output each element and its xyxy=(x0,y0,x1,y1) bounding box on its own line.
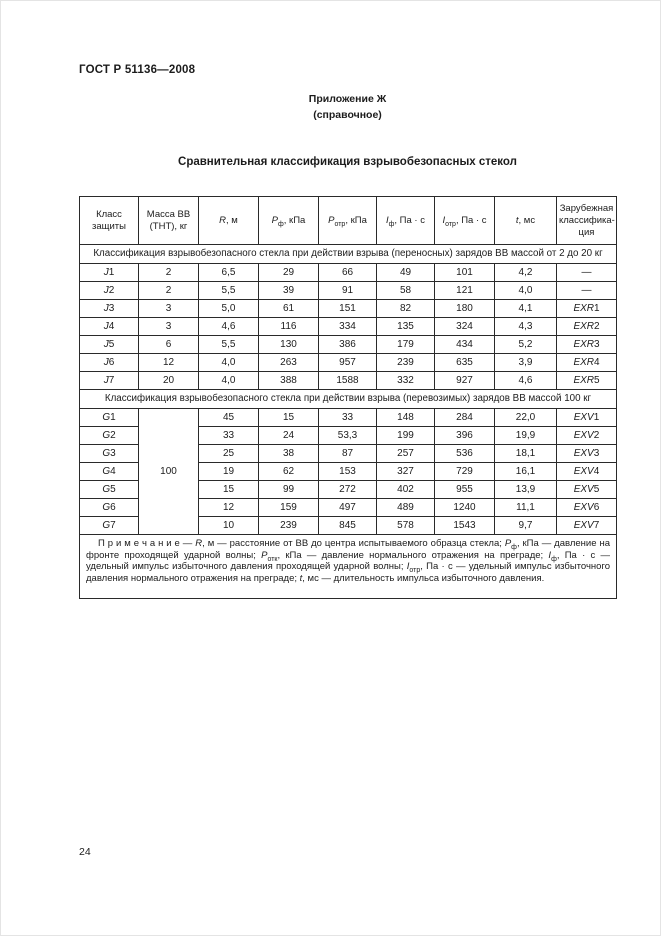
table-cell: 33 xyxy=(199,427,259,445)
table-row xyxy=(80,336,617,354)
table-cell: 179 xyxy=(377,336,435,354)
table-cell: 1588 xyxy=(319,372,377,390)
table-cell: 3 xyxy=(139,318,199,336)
table-cell: J3 xyxy=(80,300,139,318)
table-cell: G7 xyxy=(80,517,139,535)
table-cell: 180 xyxy=(435,300,495,318)
table-cell: 153 xyxy=(319,463,377,481)
table-cell: 3,9 xyxy=(495,354,557,372)
table-cell: 4,0 xyxy=(495,282,557,300)
table-cell: 4,3 xyxy=(495,318,557,336)
table-cell: 388 xyxy=(259,372,319,390)
table-title: Сравнительная классификация взрывобезопасных стекол xyxy=(178,156,517,168)
table-cell: 578 xyxy=(377,517,435,535)
table-cell: 16,1 xyxy=(495,463,557,481)
table-cell: 957 xyxy=(319,354,377,372)
table-head xyxy=(80,197,617,245)
table-row xyxy=(80,282,617,300)
table-cell: 25 xyxy=(199,445,259,463)
table-cell: 5,5 xyxy=(199,282,259,300)
table-cell: 396 xyxy=(435,427,495,445)
table-cell: 729 xyxy=(435,463,495,481)
table-cell: J2 xyxy=(80,282,139,300)
table-cell: 332 xyxy=(377,372,435,390)
table-cell: 19 xyxy=(199,463,259,481)
table-cell: 327 xyxy=(377,463,435,481)
table-cell: 4,0 xyxy=(199,372,259,390)
table-note: П р и м е ч а н и е — R, м — расстояние от ВВ до центра испытываемого образца стекла; $P_ф$, кПа — давление на фронте проходящей ударной волны; $P_{отк}$, кПа — давление нормального отражения на преграде; $I_ф$, Па · с — удельный импульс избыточного давления проходящей ударной волны; $I_{отр}$, Па · с — удельный импульс избыточного давления нормального отражения на преграде; t, мс — длительность импульса избыточного давления. xyxy=(80,535,617,599)
table-cell: 5,0 xyxy=(199,300,259,318)
table-cell: 4,6 xyxy=(199,318,259,336)
table-cell: 116 xyxy=(259,318,319,336)
table-cell: EXV1 xyxy=(557,409,617,427)
column-header: R, м xyxy=(199,197,259,245)
table-cell: EXV6 xyxy=(557,499,617,517)
merged-mass-cell: 100 xyxy=(139,409,199,535)
table-cell: 45 xyxy=(199,409,259,427)
table-cell: 1543 xyxy=(435,517,495,535)
table-cell: 6,5 xyxy=(199,264,259,282)
table-cell: 635 xyxy=(435,354,495,372)
table-cell: G1 xyxy=(80,409,139,427)
table-cell: 91 xyxy=(319,282,377,300)
table-body xyxy=(80,245,617,599)
column-header: $I_{отр}$, Па · с xyxy=(435,197,495,245)
table-cell: J1 xyxy=(80,264,139,282)
table-row xyxy=(80,354,617,372)
table-cell: 334 xyxy=(319,318,377,336)
table-header-row xyxy=(80,197,617,245)
table-cell: 159 xyxy=(259,499,319,517)
column-header: Класс защиты xyxy=(80,197,139,245)
table-cell: 66 xyxy=(319,264,377,282)
appendix-type: (справочное) xyxy=(313,109,382,121)
table-cell: 257 xyxy=(377,445,435,463)
table-cell: G2 xyxy=(80,427,139,445)
table-cell: 101 xyxy=(435,264,495,282)
table-cell: 38 xyxy=(259,445,319,463)
table-row xyxy=(80,409,617,427)
table-cell: 497 xyxy=(319,499,377,517)
table-cell: 3 xyxy=(139,300,199,318)
table-cell: EXR1 xyxy=(557,300,617,318)
table-cell: J7 xyxy=(80,372,139,390)
table-cell: 272 xyxy=(319,481,377,499)
table-cell: G5 xyxy=(80,481,139,499)
table-cell: 434 xyxy=(435,336,495,354)
table-row xyxy=(80,300,617,318)
table-cell: J5 xyxy=(80,336,139,354)
table-cell: 284 xyxy=(435,409,495,427)
table-cell: EXR5 xyxy=(557,372,617,390)
table-cell: J4 xyxy=(80,318,139,336)
table-cell: EXV4 xyxy=(557,463,617,481)
table-cell: 49 xyxy=(377,264,435,282)
table-cell: 324 xyxy=(435,318,495,336)
column-header: Масса ВВ (ТНТ), кг xyxy=(139,197,199,245)
column-header: $P_ф$, кПа xyxy=(259,197,319,245)
table-cell: 61 xyxy=(259,300,319,318)
table-cell: 11,1 xyxy=(495,499,557,517)
table-row xyxy=(80,264,617,282)
table-cell: 19,9 xyxy=(495,427,557,445)
appendix-label: Приложение Ж xyxy=(308,93,387,105)
table-cell: 239 xyxy=(377,354,435,372)
table-cell: 29 xyxy=(259,264,319,282)
classification-table xyxy=(79,196,617,599)
table-cell: 402 xyxy=(377,481,435,499)
table-row xyxy=(80,372,617,390)
table-cell: 99 xyxy=(259,481,319,499)
table-cell: EXV2 xyxy=(557,427,617,445)
table-cell: J6 xyxy=(80,354,139,372)
table-cell: 199 xyxy=(377,427,435,445)
table-cell: EXR2 xyxy=(557,318,617,336)
table-cell: 6 xyxy=(139,336,199,354)
table-cell: 82 xyxy=(377,300,435,318)
table-cell: 121 xyxy=(435,282,495,300)
table-cell: 239 xyxy=(259,517,319,535)
table-cell: 62 xyxy=(259,463,319,481)
doc-code: ГОСТ Р 51136—2008 xyxy=(79,64,196,76)
table-cell: 10 xyxy=(199,517,259,535)
column-header: $P_{отр}$, кПа xyxy=(319,197,377,245)
table-cell: 4,6 xyxy=(495,372,557,390)
table-cell: 15 xyxy=(199,481,259,499)
table-cell: G3 xyxy=(80,445,139,463)
table-cell: 18,1 xyxy=(495,445,557,463)
table-cell: 9,7 xyxy=(495,517,557,535)
table-cell: 58 xyxy=(377,282,435,300)
column-header: $I_ф$, Па · с xyxy=(377,197,435,245)
table-cell: 24 xyxy=(259,427,319,445)
table-cell: EXV3 xyxy=(557,445,617,463)
table-cell: G6 xyxy=(80,499,139,517)
table-cell: 536 xyxy=(435,445,495,463)
note-row xyxy=(80,535,617,599)
table-cell: 135 xyxy=(377,318,435,336)
table-cell: 22,0 xyxy=(495,409,557,427)
table-cell: EXV5 xyxy=(557,481,617,499)
page-number: 24 xyxy=(79,846,91,858)
table-cell: 12 xyxy=(139,354,199,372)
table-cell: 33 xyxy=(319,409,377,427)
table-row xyxy=(80,318,617,336)
table-cell: — xyxy=(557,264,617,282)
table-cell: 386 xyxy=(319,336,377,354)
section-header: Классификация взрывобезопасного стекла при действии взрыва (переносных) зарядов ВВ массой от 2 до 20 кг xyxy=(80,245,617,264)
table-cell: EXR3 xyxy=(557,336,617,354)
section-row-portable xyxy=(80,245,617,264)
table-cell: 845 xyxy=(319,517,377,535)
section-row-transported xyxy=(80,390,617,409)
table-cell: — xyxy=(557,282,617,300)
table-cell: 151 xyxy=(319,300,377,318)
table-cell: 1240 xyxy=(435,499,495,517)
table-cell: 5,2 xyxy=(495,336,557,354)
table-cell: 148 xyxy=(377,409,435,427)
table-cell: 927 xyxy=(435,372,495,390)
column-header: Зарубежная классифика- ция xyxy=(557,197,617,245)
table-cell: 263 xyxy=(259,354,319,372)
table-cell: EXV7 xyxy=(557,517,617,535)
table-cell: 4,0 xyxy=(199,354,259,372)
table-cell: 130 xyxy=(259,336,319,354)
section-header: Классификация взрывобезопасного стекла при действии взрыва (перевозимых) зарядов ВВ массой 100 кг xyxy=(80,390,617,409)
table-cell: 5,5 xyxy=(199,336,259,354)
table-cell: 4,2 xyxy=(495,264,557,282)
table-cell: 489 xyxy=(377,499,435,517)
appendix-heading xyxy=(79,91,616,123)
table-cell: 87 xyxy=(319,445,377,463)
table-cell: 20 xyxy=(139,372,199,390)
table-cell: 39 xyxy=(259,282,319,300)
table-cell: 13,9 xyxy=(495,481,557,499)
table-cell: 15 xyxy=(259,409,319,427)
table-cell: 2 xyxy=(139,264,199,282)
table-cell: 2 xyxy=(139,282,199,300)
table-cell: 53,3 xyxy=(319,427,377,445)
table-cell: G4 xyxy=(80,463,139,481)
table-cell: 12 xyxy=(199,499,259,517)
column-header: t, мс xyxy=(495,197,557,245)
table-cell: 955 xyxy=(435,481,495,499)
table-cell: EXR4 xyxy=(557,354,617,372)
table-cell: 4,1 xyxy=(495,300,557,318)
